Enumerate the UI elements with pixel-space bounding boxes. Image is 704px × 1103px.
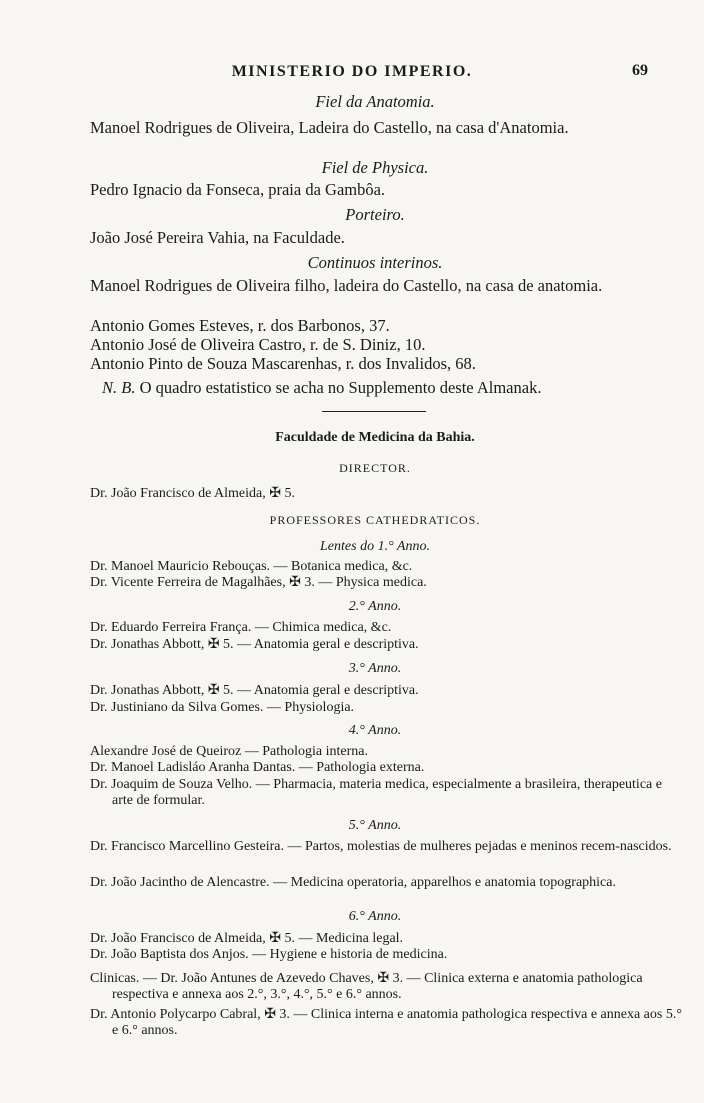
continuos-heading: Continuos interinos. [307,253,443,272]
continuos-entry-1: Manoel Rodrigues de Oliveira filho, ladeira do Castello, na casa de anatomia. [90,276,603,295]
anno2-entry-1: Dr. Eduardo Ferreira França. — Chimica medica, &c. [90,620,392,635]
director-heading: DIRECTOR. [339,461,411,475]
fiel-physica-heading: Fiel de Physica. [321,158,429,177]
continuos-entry-4: Antonio Pinto de Souza Mascarenhas, r. dos Invalidos, 68. [90,354,476,373]
anno6-heading: 6.° Anno. [348,909,402,924]
nb-label: N. B. [102,378,136,397]
fiel-anatomia-entry: Manoel Rodrigues de Oliveira, Ladeira do Castello, na casa d'Anatomia. [90,118,569,137]
fiel-physica-entry: Pedro Ignacio da Fonseca, praia da Gambôa. [90,180,386,199]
anno4-entry-3: Dr. Joaquim de Souza Velho. — Pharmacia, materia medica, especialmente a brasileira, therapeutica e arte de formular. [90,777,662,808]
running-header: MINISTERIO DO IMPERIO. [231,63,473,80]
anno4-entry-2: Dr. Manoel Ladisláo Aranha Dantas. — Pathologia externa. [90,760,425,775]
nb-note [90,378,672,398]
section-divider [322,411,426,412]
porteiro-entry: João José Pereira Vahia, na Faculdade. [90,228,345,247]
page-number: 69 [632,62,648,79]
clinicas-entry-1: Clinicas. — Dr. João Antunes de Azevedo Chaves, ✠ 3. — Clinica externa e anatomia pathologica respectiva e annexa aos 2.°, 3.°, 4.°, 5.° e 6.° annos. [90,971,643,1002]
anno3-heading: 3.° Anno. [348,661,402,676]
anno5-heading: 5.° Anno. [348,818,402,833]
anno2-entry-2: Dr. Jonathas Abbott, ✠ 5. — Anatomia geral e descriptiva. [90,637,419,652]
anno1-entry-2: Dr. Vicente Ferreira de Magalhães, ✠ 3. — Physica medica. [90,575,427,590]
clinicas-entry-2: Dr. Antonio Polycarpo Cabral, ✠ 3. — Clinica interna e anatomia pathologica respectiva e annexa aos 5.° e 6.° annos. [90,1007,682,1038]
anno6-entry-2: Dr. João Baptista dos Anjos. — Hygiene e historia de medicina. [90,947,448,962]
anno1-heading: Lentes do 1.° Anno. [320,539,430,554]
professores-heading: PROFESSORES CATHEDRATICOS. [269,513,481,527]
anno3-entry-2: Dr. Justiniano da Silva Gomes. — Physiologia. [90,700,355,715]
bahia-title: Faculdade de Medicina da Bahia. [275,430,475,445]
anno5-entry-1: Dr. Francisco Marcellino Gesteira. — Partos, molestias de mulheres pejadas e meninos recem-nascidos. [90,839,672,854]
anno4-heading: 4.° Anno. [348,723,402,738]
anno2-heading: 2.° Anno. [348,599,402,614]
anno6-entry-1: Dr. João Francisco de Almeida, ✠ 5. — Medicina legal. [90,931,404,946]
porteiro-heading: Porteiro. [345,205,405,224]
continuos-entry-3: Antonio José de Oliveira Castro, r. de S. Diniz, 10. [90,335,426,354]
anno5-entry-2: Dr. João Jacintho de Alencastre. — Medicina operatoria, apparelhos e anatomia topographica. [90,875,616,890]
anno3-entry-1: Dr. Jonathas Abbott, ✠ 5. — Anatomia geral e descriptiva. [90,683,419,698]
anno4-entry-1: Alexandre José de Queiroz — Pathologia interna. [90,744,368,759]
fiel-anatomia-heading: Fiel da Anatomia. [315,92,435,111]
continuos-entry-2: Antonio Gomes Esteves, r. dos Barbonos, 37. [90,316,390,335]
nb-text: O quadro estatistico se acha no Supplemento deste Almanak. [139,378,542,397]
anno1-entry-1: Dr. Manoel Mauricio Rebouças. — Botanica medica, &c. [90,559,413,574]
director-entry: Dr. João Francisco de Almeida, ✠ 5. [90,486,295,501]
